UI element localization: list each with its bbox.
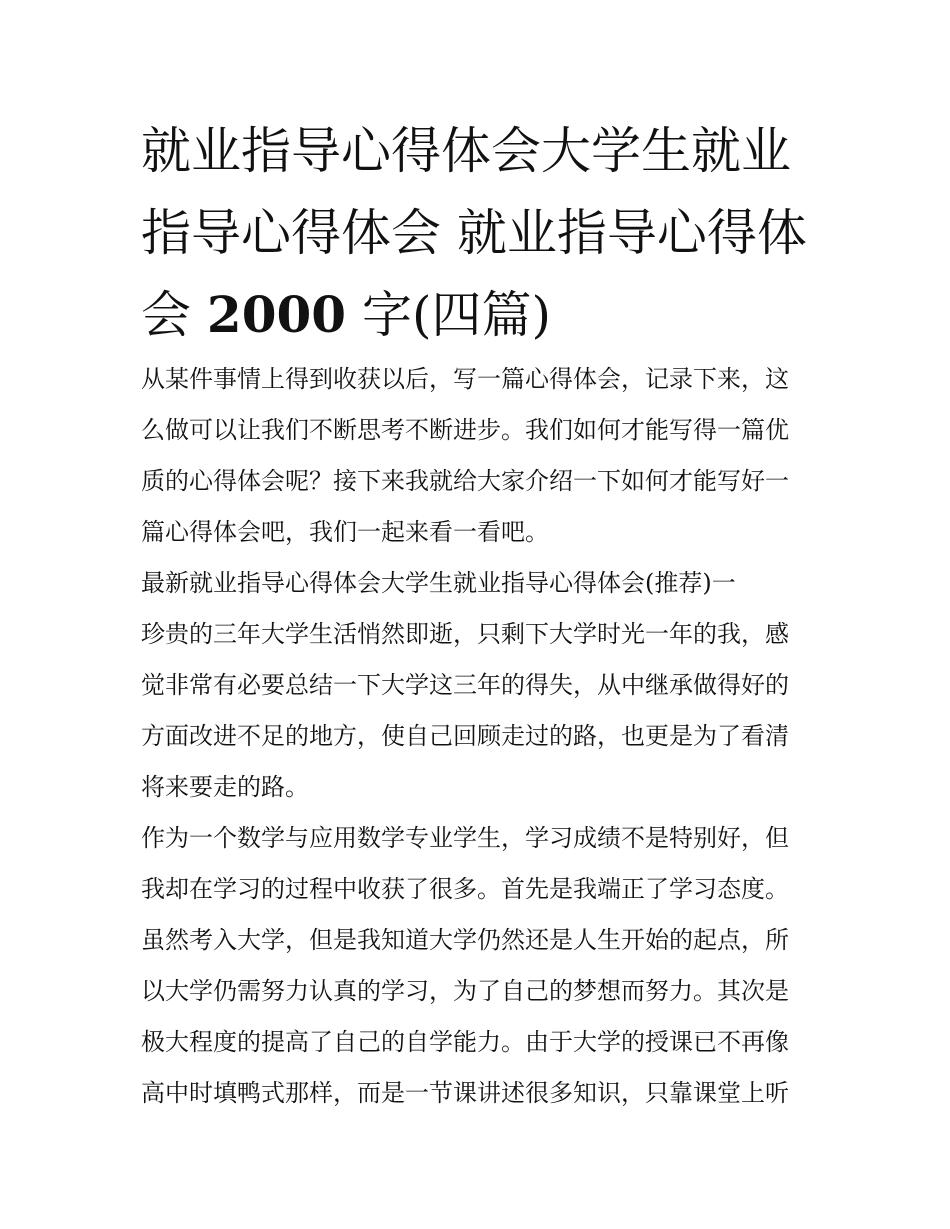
title-line: 就业指导心得体会大学生就业 [141,122,791,180]
paragraph-line: 质的心得体会呢？接下来我就给大家介绍一下如何才能写好一 [141,467,789,495]
paragraph-line: 从某件事情上得到收获以后，写一篇心得体会，记录下来，这 [141,365,789,393]
paragraph-line: 方面改进不足的地方，使自己回顾走过的路，也更是为了看清 [141,722,789,750]
paragraph-line: 么做可以让我们不断思考不断进步。我们如何才能写得一篇优 [141,416,789,444]
paragraph-line: 珍贵的三年大学生活悄然即逝，只剩下大学时光一年的我，感 [141,620,789,648]
paragraph-line: 高中时填鸭式那样，而是一节课讲述很多知识，只靠课堂上听 [141,1079,789,1107]
paragraph-line: 虽然考入大学，但是我知道大学仍然还是人生开始的起点，所 [141,926,789,954]
section-heading-line: 最新就业指导心得体会大学生就业指导心得体会(推荐)一 [141,569,736,597]
document-title [141,110,821,356]
paragraph-line: 篇心得体会吧，我们一起来看一看吧。 [141,518,549,546]
title-line: 指导心得体会 就业指导心得体 [141,204,807,262]
paragraph-line: 以大学仍需努力认真的学习，为了自己的梦想而努力。其次是 [141,977,789,1005]
paragraph-line: 将来要走的路。 [141,773,309,801]
document-body [141,354,821,1119]
paragraph-line: 觉非常有必要总结一下大学这三年的得失，从中继承做得好的 [141,671,789,699]
paragraph-line: 作为一个数学与应用数学专业学生，学习成绩不是特别好，但 [141,824,789,852]
title-line: 会 2000 字(四篇) [141,285,551,344]
paragraph-line: 我却在学习的过程中收获了很多。首先是我端正了学习态度。 [141,875,789,903]
paragraph-line: 极大程度的提高了自己的自学能力。由于大学的授课已不再像 [141,1028,789,1056]
